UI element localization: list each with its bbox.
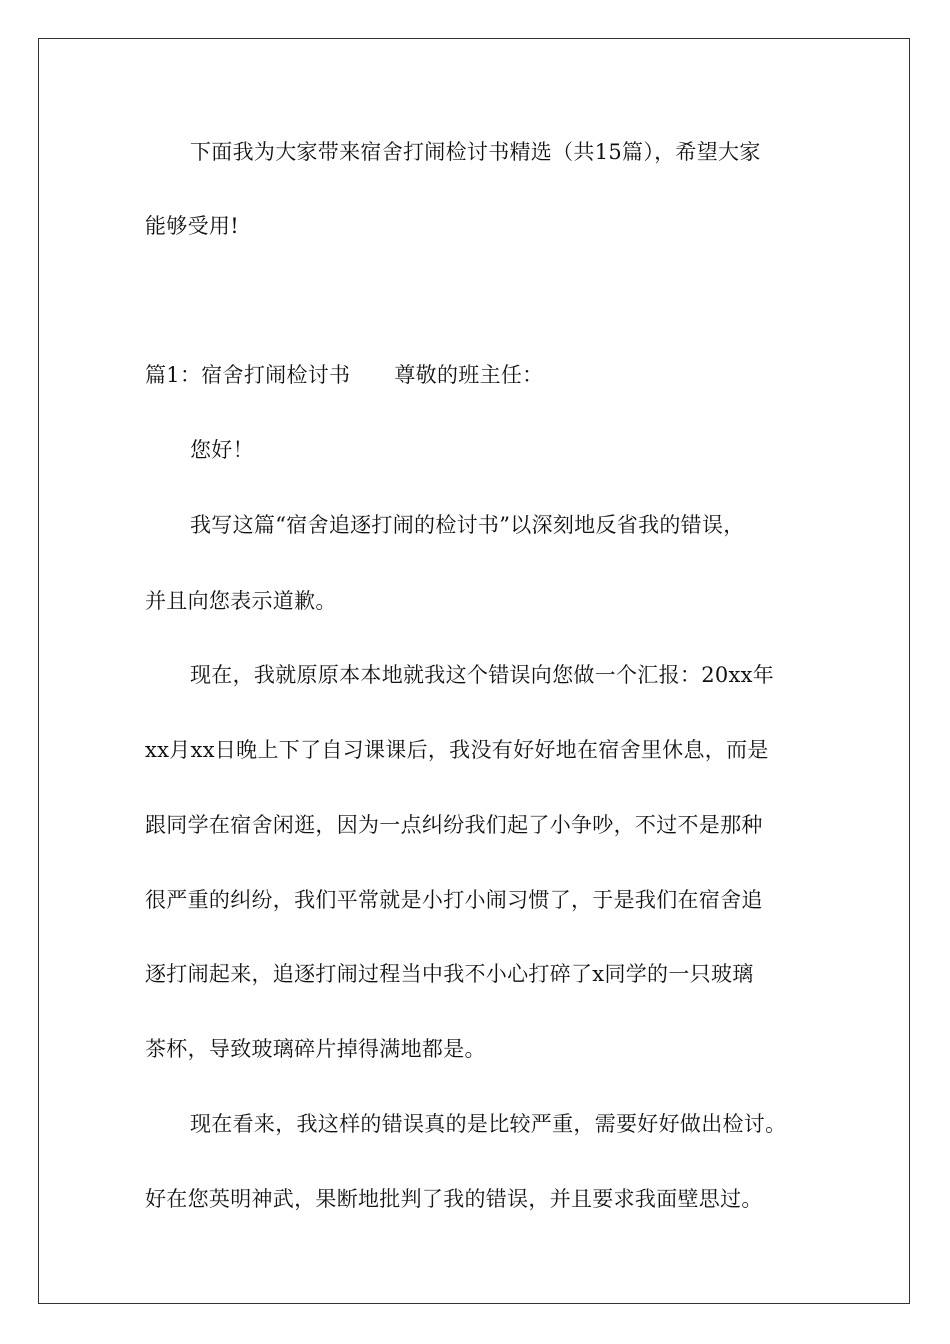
paragraph-line: 并且向您表示道歉。 [145,589,337,613]
section-heading-line [145,361,543,389]
paragraph-line: 跟同学在宿舍闲逛，因为一点纠纷我们起了小争吵，不过不是那种 [145,813,763,837]
intro-line-2: 能够受用! [145,214,239,238]
intro-line-1: 下面我为大家带来宿舍打闹检讨书精选（共15篇），希望大家 [190,140,761,164]
section-title: 篇1：宿舍打闹检讨书 [145,363,351,387]
paragraph-line: 好在您英明神武，果断地批判了我的错误，并且要求我面壁思过。 [145,1187,763,1211]
paragraph-line: 现在，我就原原本本地就我这个错误向您做一个汇报：20xx年 [190,663,775,687]
paragraph-line: xx月xx日晚上下了自习课课后，我没有好好地在宿舍里休息，而是 [145,738,769,762]
paragraph-line: 很严重的纠纷，我们平常就是小打小闹习惯了，于是我们在宿舍追 [145,888,763,912]
paragraph-line: 茶杯，导致玻璃碎片掉得满地都是。 [145,1037,486,1061]
greeting: 您好！ [190,438,254,462]
paragraph-line: 逐打闹起来，追逐打闹过程当中我不小心打碎了x同学的一只玻璃 [145,962,754,986]
paragraph-line: 现在看来，我这样的错误真的是比较严重，需要好好做出检讨。 [190,1112,787,1136]
salutation: 尊敬的班主任： [394,363,544,387]
paragraph-line: 我写这篇“宿舍追逐打闹的检讨书”以深刻地反省我的错误， [190,513,745,537]
